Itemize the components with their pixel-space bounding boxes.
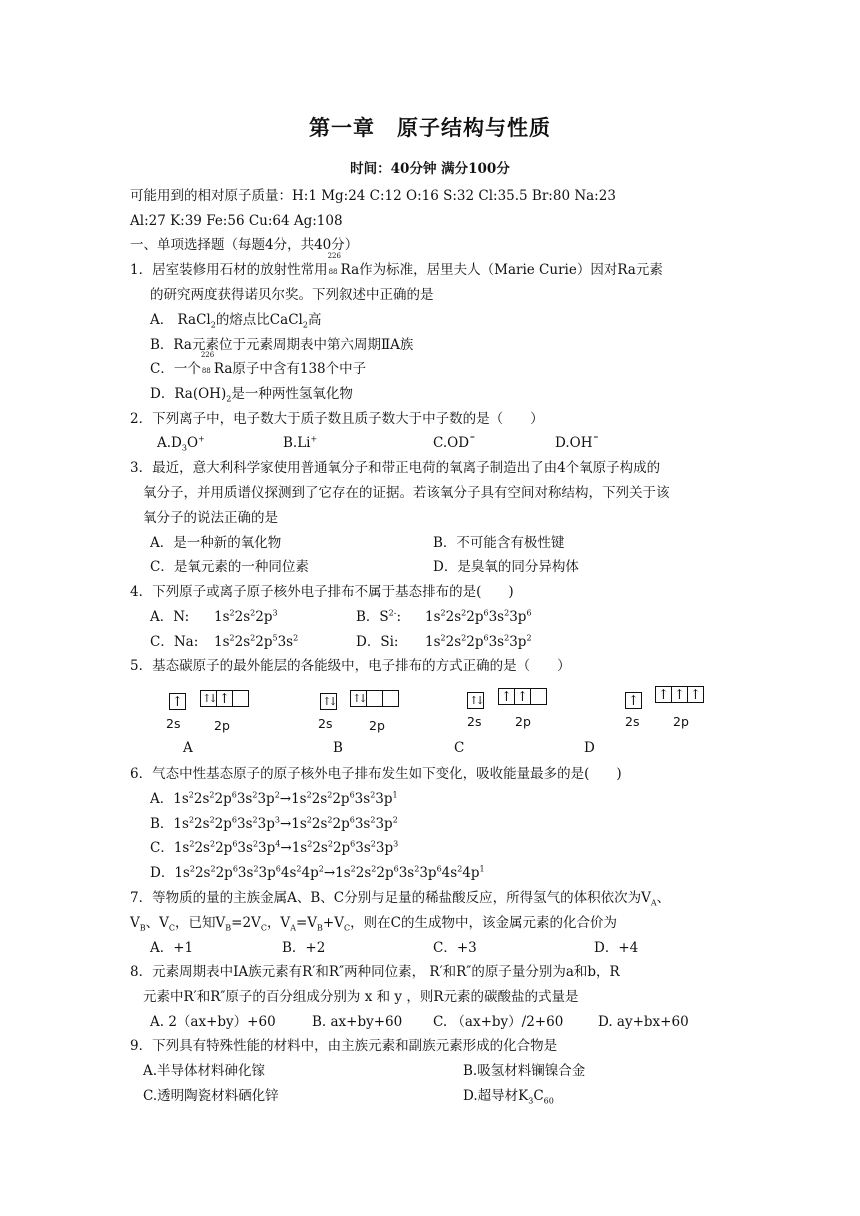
electron-count: 2 [306, 790, 312, 800]
electron-count: 6 [231, 815, 237, 825]
electron-count: 5 [272, 633, 278, 643]
orbital-term: 3p [257, 816, 275, 832]
orbital-term: 3p [375, 840, 394, 856]
orbital-box [320, 693, 337, 710]
orbital-term: 1s [425, 634, 441, 650]
orbital-term: 3p [509, 634, 527, 650]
orbital-term: 3s [488, 609, 505, 625]
electron-count: 2 [318, 864, 324, 874]
orbital-term: 2s [194, 816, 210, 832]
electron-count: 2 [392, 815, 398, 825]
q2-option-a: $A.D_3O^+$ [157, 434, 205, 453]
electron-count: 2 [252, 815, 258, 825]
orbital-term: 3s [236, 791, 253, 807]
q5-option-d-label: D [584, 740, 595, 756]
q9-option-c: C.透明陶瓷材料硒化锌 [143, 1088, 279, 1104]
electron-count: 2 [327, 815, 333, 825]
orbital-term: 2p [215, 865, 233, 881]
electron-count: 2 [210, 864, 216, 874]
electron-count: 2 [414, 864, 420, 874]
q5-c-2p-label: 2p [515, 714, 531, 729]
q4-option-a-label: A．N: [150, 609, 190, 625]
orbital-term: 3s [237, 840, 253, 856]
electron-count: 6 [349, 815, 355, 825]
electron-count: 6 [483, 608, 489, 618]
orbital-box [200, 690, 217, 707]
orbital-box [687, 686, 704, 703]
electron-count: 2 [440, 633, 446, 643]
electron-count: 2 [461, 608, 467, 618]
section-heading: 一、单项选择题（每题4分，共40分） [130, 237, 359, 253]
orbital-term: 4p [301, 865, 319, 881]
electron-count: 1 [479, 864, 485, 874]
q1-stem-line-1: 1．居室装修用石材的放射性常用 226 88 Ra作为标准，居里夫人（Marie Curie）因对Ra元素 [130, 252, 663, 278]
q1-isotope-notation-2: 226 88 [200, 351, 215, 375]
orbital-term: 3p [258, 865, 276, 881]
electron-count: 2 [307, 839, 313, 849]
q5-d-2s-orbital [625, 692, 642, 709]
electron-count: 6 [483, 633, 489, 643]
q7-option-c: C．+3 [433, 940, 477, 956]
electron-count: 2 [504, 633, 510, 643]
orbital-term: 2s [445, 634, 462, 650]
q4-stem: 4．下列原子或离子原子核外电子排布不属于基态排布的是( ) [130, 584, 514, 600]
electron-count: 2 [504, 608, 510, 618]
orbital-term: 2s [234, 634, 251, 650]
q9-option-d: D.超导材$K_3C_{60}$ [463, 1088, 554, 1106]
electron-count: 6 [232, 839, 238, 849]
q9-stem: 9．下列具有特殊性能的材料中，由主族元素和副族元素形成的化合物是 [130, 1038, 558, 1054]
electron-count: 2 [252, 790, 258, 800]
q5-c-2s-label: 2s [467, 714, 482, 729]
orbital-term: 2s [311, 816, 328, 832]
q5-b-2p-orbital [350, 690, 399, 707]
orbital-term: 2p [214, 816, 232, 832]
electron-count: 2 [296, 864, 302, 874]
orbital-box [514, 688, 531, 705]
q3-option-c: C．是氧元素的一种同位素 [150, 559, 309, 575]
q9-option-a: A.半导体材料砷化镓 [143, 1063, 266, 1079]
electron-count: 2 [440, 608, 446, 618]
q5-c-2s-orbital [467, 692, 484, 709]
q2-stem: 2．下列离子中，电子数大于质子数且质子数大于中子数的是（ ） [130, 411, 544, 427]
electron-count: 2 [188, 790, 194, 800]
orbital-term: 3s [277, 634, 294, 650]
spin-up-arrow: ↑ [657, 686, 670, 703]
electron-count: 2 [250, 608, 256, 618]
electron-count: 4 [275, 839, 281, 849]
orbital-term: 3s [398, 865, 415, 881]
q5-option-b-label: B [333, 740, 343, 756]
orbital-term: 3s [355, 840, 371, 856]
orbital-term: 1s [173, 840, 190, 856]
q7-option-a: A．+1 [150, 940, 194, 956]
electron-count: 2 [461, 633, 467, 643]
orbital-term: 3s [354, 791, 371, 807]
orbital-term: 3s [237, 816, 253, 832]
spin-pair-arrows: ↑↓ [202, 692, 215, 705]
orbital-box [366, 690, 383, 707]
atomic-masses-line-2: Al:27 K:39 Fe:56 Cu:64 Ag:108 [130, 213, 343, 229]
orbital-term: 2p [376, 865, 394, 881]
electron-count: 6 [350, 839, 356, 849]
orbital-term: 1s [214, 634, 230, 650]
orbital-box [216, 690, 233, 707]
q4-option-d-config [425, 632, 532, 652]
spin-up-arrow: ↑ [689, 686, 702, 703]
orbital-term: 1s [291, 840, 308, 856]
electron-count: 2 [210, 839, 216, 849]
q6-option-d: D．$1s^22s^22p^63s^23p^64s^24p^2\to 1s^22s^22p^63s^23p^64s^24p^1$ [150, 864, 485, 881]
q7-stem-line-2: $V_B$、$V_C$，已知$V_B=2V_C$，$V_A=V_B+V_C$，则在C的生成物中，该金属元素的化合价为 [130, 915, 617, 933]
q1-option-d: D．$Ra(OH)_2$是一种两性氢氧化物 [150, 386, 353, 404]
q6-option-b: B．$1s^22s^22p^63s^23p^3\to 1s^22s^22p^63s^23p^2$ [150, 815, 398, 832]
q3-option-b: B．不可能含有极性键 [433, 535, 565, 551]
q6-option-c: C．$1s^22s^22p^63s^23p^4\to 1s^22s^22p^63s^23p^3$ [150, 839, 399, 856]
q5-a-2p-orbital [200, 690, 249, 707]
q4-option-b-config [425, 607, 532, 627]
q8-stem-line-1: 8．元素周期表中ⅠA族元素有R′和R″两种同位素， R′和R″的原子量分别为a和b，R [130, 964, 620, 980]
q4-option-a-config [214, 607, 278, 627]
electron-count: 3 [272, 608, 278, 618]
page-subtitle: 时间：40分钟 满分100分 [350, 161, 510, 177]
orbital-box [382, 690, 399, 707]
electron-count: 2 [526, 633, 532, 643]
atomic-masses-line-1: 可能用到的相对原子质量：H:1 Mg:24 C:12 O:16 S:32 Cl:35.5 Br:80 Na:23 [130, 188, 616, 204]
orbital-box [350, 690, 367, 707]
orbital-box [498, 688, 515, 705]
spin-up-arrow: ↑ [171, 693, 184, 710]
orbital-term: 1s [335, 865, 351, 881]
electron-count: 6 [393, 864, 399, 874]
orbital-term: 2p [466, 609, 484, 625]
electron-count: 6 [231, 790, 237, 800]
electron-count: 6 [275, 864, 281, 874]
orbital-box [232, 690, 249, 707]
q7-stem-line-1: 7．等物质的量的主族金属A、B、C分别与足量的稀盐酸反应，所得氢气的体积依次为$V_A$、 [130, 890, 671, 908]
orbital-term: 2s [194, 865, 211, 881]
orbital-box [625, 692, 642, 709]
q4-option-c-label: C．Na: [150, 634, 199, 650]
q5-d-2p-orbital [655, 686, 704, 703]
orbital-term: 2p [332, 840, 351, 856]
electron-count: 3 [393, 839, 399, 849]
orbital-term: 2p [215, 840, 233, 856]
electron-count: 2 [189, 864, 195, 874]
orbital-term: 2p [332, 816, 350, 832]
electron-count: 2 [250, 633, 256, 643]
q5-option-a-label: A [183, 740, 193, 756]
q1-isotope-notation: 226 88 [327, 252, 341, 276]
electron-count: 6 [526, 608, 532, 618]
electron-count: 2 [252, 839, 259, 849]
electron-count: 2 [327, 790, 333, 800]
spin-up-arrow: ↑ [516, 688, 529, 705]
orbital-term: 1s [291, 816, 307, 832]
q3-option-d: D．是臭氧的同分异构体 [433, 559, 579, 575]
electron-count: 2 [371, 864, 377, 874]
orbital-term: 2p [255, 609, 273, 625]
q5-b-2p-label: 2p [369, 718, 385, 733]
electron-count: 2 [188, 815, 195, 825]
q1-option-b: B．Ra元素位于元素周期表中第六周期ⅡA族 [150, 337, 414, 353]
orbital-term: 4s [441, 865, 458, 881]
orbital-term: 1s [174, 865, 190, 881]
q3-stem-line-1: 3．最近，意大利科学家使用普通氧分子和带正电荷的氧离子制造出了由4个氧原子构成的 [130, 460, 661, 476]
q2-option-d: D.OH¯ [555, 435, 600, 451]
orbital-term: 2s [312, 840, 328, 856]
orbital-term: 3s [237, 865, 254, 881]
q8-option-b: B. ax+by+60 [312, 1014, 403, 1030]
q3-option-a: A．是一种新的氧化物 [150, 535, 282, 551]
electron-count: 2 [253, 864, 259, 874]
q5-stem: 5．基态碳原子的最外能层的各能级中，电子排布的方式正确的是（ ） [130, 658, 571, 674]
orbital-term: 3p [375, 816, 393, 832]
q8-option-a: A. 2（ax+by）+60 [150, 1014, 276, 1030]
q1-option-c: C．一个 226 88 Ra原子中含有138个中子 [150, 351, 367, 377]
q5-a-2p-label: 2p [214, 718, 230, 733]
orbital-box [671, 686, 688, 703]
page-title: 第一章 原子结构与性质 [309, 115, 551, 140]
orbital-term: 3p [419, 865, 437, 881]
q7-option-b: B．+2 [282, 940, 326, 956]
q5-d-2p-label: 2p [673, 714, 689, 729]
q2-option-c: C.OD¯ [433, 435, 476, 451]
electron-count: 2 [229, 608, 235, 618]
q4-option-d-label: D．Si: [356, 634, 399, 650]
q7-option-d: D．+4 [594, 940, 639, 956]
orbital-term: 2s [194, 840, 210, 856]
orbital-term: 2s [355, 865, 372, 881]
spin-pair-arrows: ↑↓ [352, 692, 365, 705]
q5-b-2s-orbital [320, 693, 337, 710]
electron-count: 1 [392, 790, 398, 800]
orbital-box [655, 686, 672, 703]
orbital-box [467, 692, 484, 709]
q8-option-c: C. （ax+by）/2+60 [433, 1014, 564, 1030]
orbital-term: 2p [214, 791, 232, 807]
q5-b-2s-label: 2s [318, 716, 333, 731]
electron-count: 2 [370, 839, 376, 849]
electron-count: 2 [370, 790, 376, 800]
q4-option-c-config [214, 632, 298, 652]
electron-count: 2 [209, 790, 215, 800]
spin-pair-arrows: ↑↓ [469, 694, 482, 707]
q5-c-2p-orbital [498, 688, 547, 705]
q5-d-2s-label: 2s [625, 714, 640, 729]
electron-count: 2 [274, 790, 280, 800]
electron-count: 2 [350, 864, 356, 874]
orbital-term: 1s [173, 791, 189, 807]
q1-stem-line-2: 的研究两度获得诺贝尔奖。下列叙述中正确的是 [150, 287, 434, 303]
orbital-term: 2s [234, 609, 251, 625]
orbital-term: 2s [193, 791, 210, 807]
q5-option-c-label: C [454, 740, 465, 756]
orbital-term: 4s [280, 865, 297, 881]
electron-count: 3 [274, 815, 280, 825]
orbital-box [530, 688, 547, 705]
q6-option-a: A．$1s^22s^22p^63s^23p^2\to 1s^22s^22p^63s^23p^1$ [150, 790, 398, 807]
q5-a-2s-orbital [169, 693, 186, 710]
spin-up-arrow: ↑ [500, 688, 513, 705]
spin-up-arrow: ↑ [673, 686, 686, 703]
q1-option-a: A． RaCl$_2$的熔点比CaCl$_2$高 [150, 312, 322, 330]
q6-stem: 6．气态中性基态原子的原子核外电子排布发生如下变化，吸收能量最多的是( ) [130, 766, 622, 782]
q3-stem-line-3: 氧分子的说法正确的是 [143, 510, 278, 526]
orbital-term: 1s [425, 609, 441, 625]
orbital-term: 4p [462, 865, 480, 881]
orbital-term: 1s [173, 816, 189, 832]
electron-count: 6 [232, 864, 238, 874]
spin-pair-arrows: ↑↓ [322, 695, 335, 708]
q4-option-b-label: B．$S^{2-}$: [356, 608, 402, 625]
orbital-term: 1s [214, 609, 230, 625]
orbital-term: 2p [332, 791, 350, 807]
q9-option-b: B.吸氢材料镧镍合金 [463, 1063, 586, 1079]
electron-count: 2 [306, 815, 312, 825]
electron-count: 2 [457, 864, 463, 874]
electron-count: 2 [209, 815, 215, 825]
q3-stem-line-2: 氧分子，并用质谱仪探测到了它存在的证据。若该氧分子具有空间对称结构，下列关于该 [143, 485, 670, 501]
orbital-term: 3p [509, 609, 527, 625]
electron-count: 2 [189, 839, 195, 849]
electron-count: 2 [293, 633, 299, 643]
q8-option-d: D. ay+bx+60 [598, 1014, 689, 1030]
electron-count: 2 [370, 815, 376, 825]
spin-up-arrow: ↑ [218, 690, 231, 707]
orbital-term: 3p [258, 840, 276, 856]
orbital-term: 2p [466, 634, 484, 650]
orbital-term: 3s [354, 816, 371, 832]
electron-count: 2 [229, 633, 235, 643]
electron-count: 6 [349, 790, 355, 800]
orbital-box [169, 693, 186, 710]
electron-count: 2 [327, 839, 333, 849]
orbital-term: 2p [255, 634, 273, 650]
electron-count: 6 [436, 864, 442, 874]
spin-up-arrow: ↑ [627, 692, 640, 709]
q8-stem-line-2: 元素中R′和R″原子的百分组成分别为 x 和 y ，则R元素的碳酸盐的式量是 [143, 989, 579, 1005]
q5-a-2s-label: 2s [166, 716, 181, 731]
orbital-term: 1s [291, 791, 307, 807]
orbital-term: 2s [311, 791, 328, 807]
orbital-term: 3p [375, 791, 393, 807]
orbital-term: 3s [488, 634, 505, 650]
orbital-term: 2s [445, 609, 462, 625]
q2-option-b: B.Li+ [283, 434, 318, 451]
orbital-term: 3p [257, 791, 275, 807]
